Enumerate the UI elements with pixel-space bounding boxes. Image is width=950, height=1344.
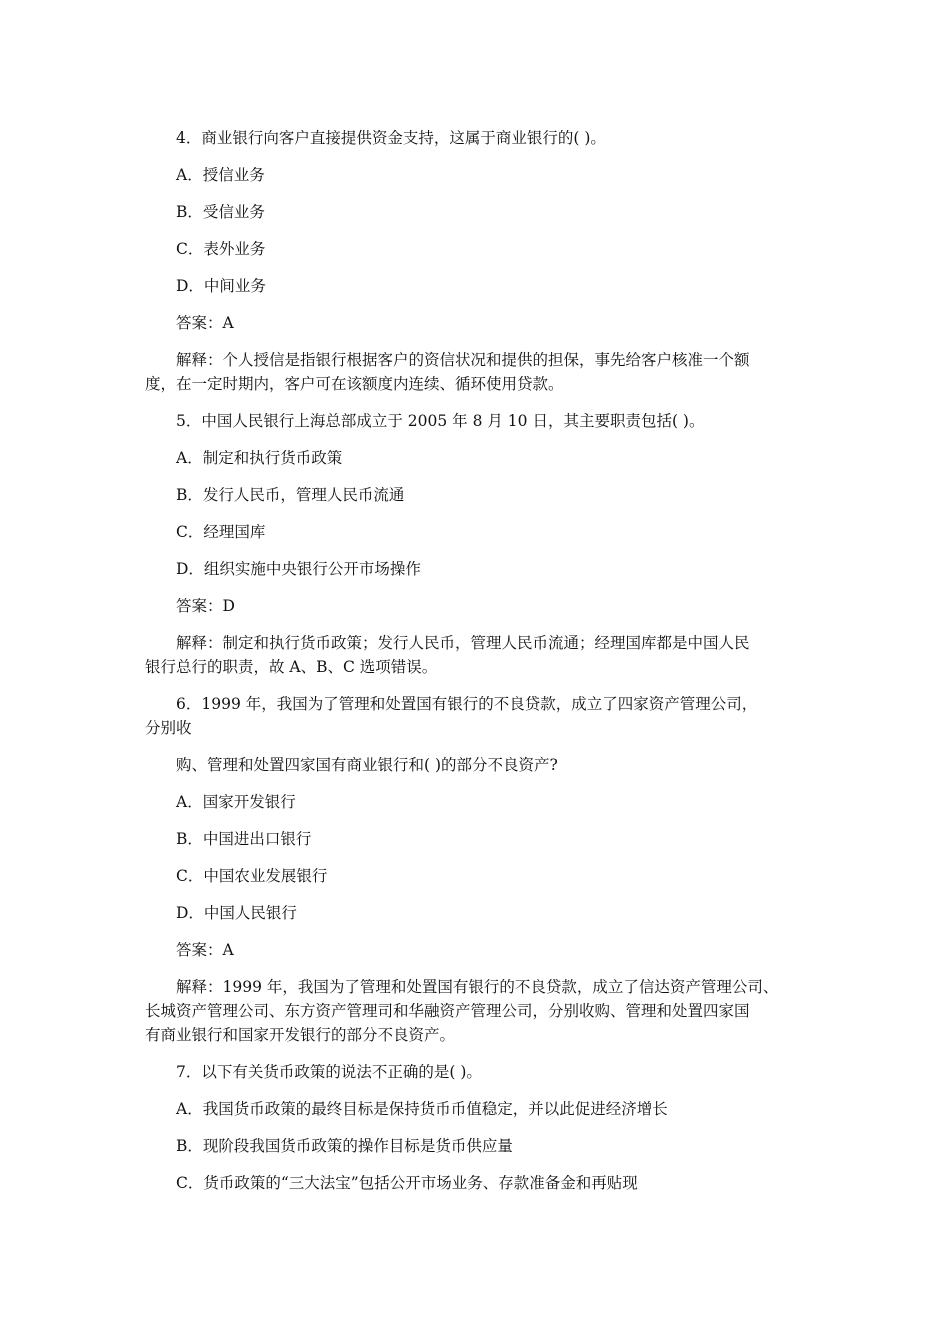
question-5-option-d: D．组织实施中央银行公开市场操作 [176, 560, 421, 578]
question-6-stem-line-2: 分别收 [145, 719, 192, 737]
question-5-stem: 5．中国人民银行上海总部成立于 2005 年 8 月 10 日，其主要职责包括( )。 [176, 412, 705, 430]
question-4-explanation-line-1: 解释：个人授信是指银行根据客户的资信状况和提供的担保，事先给客户核准一个额 [176, 351, 750, 369]
question-6-stem-line-1: 6．1999 年，我国为了管理和处置国有银行的不良贷款，成立了四家资产管理公司， [176, 695, 758, 713]
question-6-explanation-line-1: 解释：1999 年，我国为了管理和处置国有银行的不良贷款，成立了信达资产管理公司、 [176, 978, 779, 996]
question-4-option-b: B．受信业务 [176, 203, 265, 221]
question-6-option-d: D．中国人民银行 [176, 904, 297, 922]
question-7-option-a: A．我国货币政策的最终目标是保持货币币值稳定，并以此促进经济增长 [176, 1100, 668, 1118]
question-6-option-a: A．国家开发银行 [176, 793, 296, 811]
question-4-explanation-line-2: 度，在一定时期内，客户可在该额度内连续、循环使用贷款。 [145, 375, 564, 393]
question-5-answer: 答案：D [176, 597, 235, 615]
question-5-explanation-line-2: 银行总行的职责，故 A、B、C 选项错误。 [145, 658, 438, 676]
question-4-option-c: C．表外业务 [176, 240, 266, 258]
question-5-option-b: B．发行人民币，管理人民币流通 [176, 486, 405, 504]
question-6-option-b: B．中国进出口银行 [176, 830, 312, 848]
question-6-explanation-line-2: 长城资产管理公司、东方资产管理司和华融资产管理公司，分别收购、管理和处置四家国 [145, 1002, 750, 1020]
question-5-explanation-line-1: 解释：制定和执行货币政策；发行人民币，管理人民币流通；经理国库都是中国人民 [176, 634, 750, 652]
question-4-answer: 答案：A [176, 314, 234, 332]
question-7-option-b: B．现阶段我国货币政策的操作目标是货币供应量 [176, 1137, 513, 1155]
question-5-option-c: C．经理国库 [176, 523, 266, 541]
question-6-explanation-line-3: 有商业银行和国家开发银行的部分不良资产。 [145, 1026, 456, 1044]
question-4-option-a: A．授信业务 [176, 166, 265, 184]
question-7-stem: 7．以下有关货币政策的说法不正确的是( )。 [176, 1063, 482, 1081]
question-5-option-a: A．制定和执行货币政策 [176, 449, 343, 467]
question-4-option-d: D．中间业务 [176, 277, 266, 295]
question-6-stem-line-3: 购、管理和处置四家国有商业银行和( )的部分不良资产? [176, 756, 558, 774]
question-7-option-c: C．货币政策的“三大法宝”包括公开市场业务、存款准备金和再贴现 [176, 1174, 638, 1192]
question-6-answer: 答案：A [176, 941, 234, 959]
question-6-option-c: C．中国农业发展银行 [176, 867, 328, 885]
question-4-stem: 4．商业银行向客户直接提供资金支持，这属于商业银行的( )。 [176, 129, 606, 147]
